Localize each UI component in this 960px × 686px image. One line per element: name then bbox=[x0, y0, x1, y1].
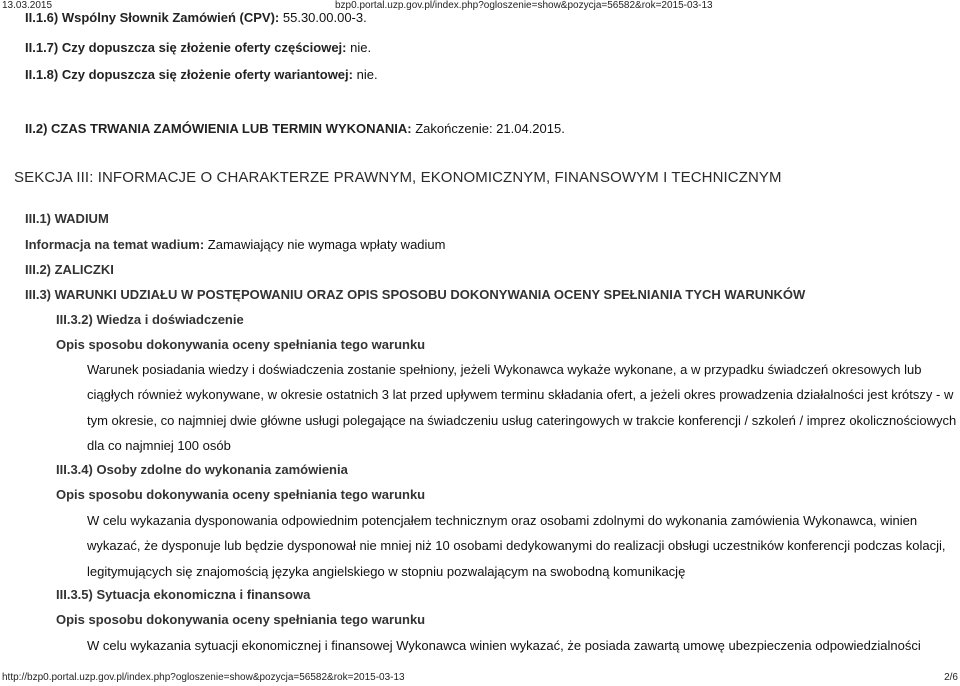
partial-offer-label: II.1.7) Czy dopuszcza się złożenie oferty częściowej: bbox=[25, 40, 347, 55]
print-date: 13.03.2015 bbox=[2, 0, 53, 11]
duration-value: Zakończenie: 21.04.2015. bbox=[415, 121, 565, 136]
variant-offer-row bbox=[25, 67, 378, 83]
cpv-label: II.1.6) Wspólny Słownik Zamówień (CPV): bbox=[25, 10, 280, 25]
cpv-value: 55.30.00.00-3. bbox=[282, 10, 367, 25]
wadium-label: Informacja na temat wadium: bbox=[25, 237, 205, 252]
osoby-line-3: legitymujących się znajomością języka angielskiego w stopniu pozwalającym na swobodną komunikację bbox=[87, 563, 686, 579]
sytuacja-description bbox=[87, 633, 949, 658]
wiedza-description bbox=[87, 357, 957, 458]
print-header-url: bzp0.portal.uzp.gov.pl/index.php?ogloszenie=show&pozycja=56582&rok=2015-03-13 bbox=[335, 0, 713, 11]
osoby-line-1: W celu wykazania dysponowania odpowiednim potencjałem technicznym oraz osobami zdolnymi do wykonania zamówienia Wykonawca, winien bbox=[87, 513, 918, 528]
osoby-line-2: wykazać, że dysponuje lub będzie dysponował nie mniej niż 10 osobami dedykowanymi do realizacji obsługi uczestników konferencji podczas kolacji, bbox=[87, 538, 946, 554]
partial-offer-row bbox=[25, 40, 371, 56]
wadium-value: Zamawiający nie wymaga wpłaty wadium bbox=[207, 237, 446, 252]
zaliczki-heading: III.2) ZALICZKI bbox=[25, 262, 114, 277]
sytuacja-desc-label: Opis sposobu dokonywania oceny spełniania tego warunku bbox=[56, 612, 426, 627]
wadium-row bbox=[25, 237, 445, 253]
duration-label: II.2) CZAS TRWANIA ZAMÓWIENIA LUB TERMIN WYKONANIA: bbox=[25, 121, 412, 136]
print-footer bbox=[0, 672, 960, 684]
wiedza-line-3: tym okresie, co najmniej dwie główne usługi polegające na świadczeniu usług cateringowych w trakcie konferencji / szkoleń / imprez okolicznościowych bbox=[87, 412, 957, 428]
section-3-title: SEKCJA III: INFORMACJE O CHARAKTERZE PRAWNYM, EKONOMICZNYM, FINANSOWYM I TECHNICZNYM bbox=[14, 169, 782, 186]
print-footer-url: http://bzp0.portal.uzp.gov.pl/index.php?ogloszenie=show&pozycja=56582&rok=2015-03-13 bbox=[2, 672, 405, 683]
wadium-heading: III.1) WADIUM bbox=[25, 211, 109, 226]
wiedza-line-1: Warunek posiadania wiedzy i doświadczenia zostanie spełniony, jeżeli Wykonawca wykaże wykonane, a w przypadku świadczeń okresowych lub bbox=[87, 362, 922, 377]
osoby-description bbox=[87, 508, 949, 584]
wiedza-line-4: dla co najmniej 100 osób bbox=[87, 437, 231, 453]
variant-offer-value: nie. bbox=[356, 67, 378, 82]
wiedza-heading: III.3.2) Wiedza i doświadczenie bbox=[56, 312, 244, 327]
partial-offer-value: nie. bbox=[350, 40, 372, 55]
osoby-desc-label: Opis sposobu dokonywania oceny spełniania tego warunku bbox=[56, 487, 426, 502]
sytuacja-heading: III.3.5) Sytuacja ekonomiczna i finansowa bbox=[56, 587, 311, 602]
wiedza-desc-label: Opis sposobu dokonywania oceny spełniania tego warunku bbox=[56, 337, 426, 352]
page-number: 2/6 bbox=[944, 672, 958, 683]
wiedza-line-2: ciągłych również wykonywane, w okresie ostatnich 3 lat przed upływem terminu składania ofert, a jeżeli okres prowadzenia działalności jest krótszy - w bbox=[87, 387, 954, 403]
warunki-heading: III.3) WARUNKI UDZIAŁU W POSTĘPOWANIU ORAZ OPIS SPOSOBU DOKONYWANIA OCENY SPEŁNIANIA TYCH WARUNKÓW bbox=[25, 287, 806, 302]
osoby-heading: III.3.4) Osoby zdolne do wykonania zamówienia bbox=[56, 462, 348, 477]
variant-offer-label: II.1.8) Czy dopuszcza się złożenie oferty wariantowej: bbox=[25, 67, 353, 82]
duration-row bbox=[25, 121, 565, 137]
sytuacja-line-1: W celu wykazania sytuacji ekonomicznej i finansowej Wykonawca winien wykazać, że posiada zawartą umowę ubezpieczenia odpowiedzialności bbox=[87, 638, 921, 653]
cpv-row bbox=[25, 10, 367, 26]
